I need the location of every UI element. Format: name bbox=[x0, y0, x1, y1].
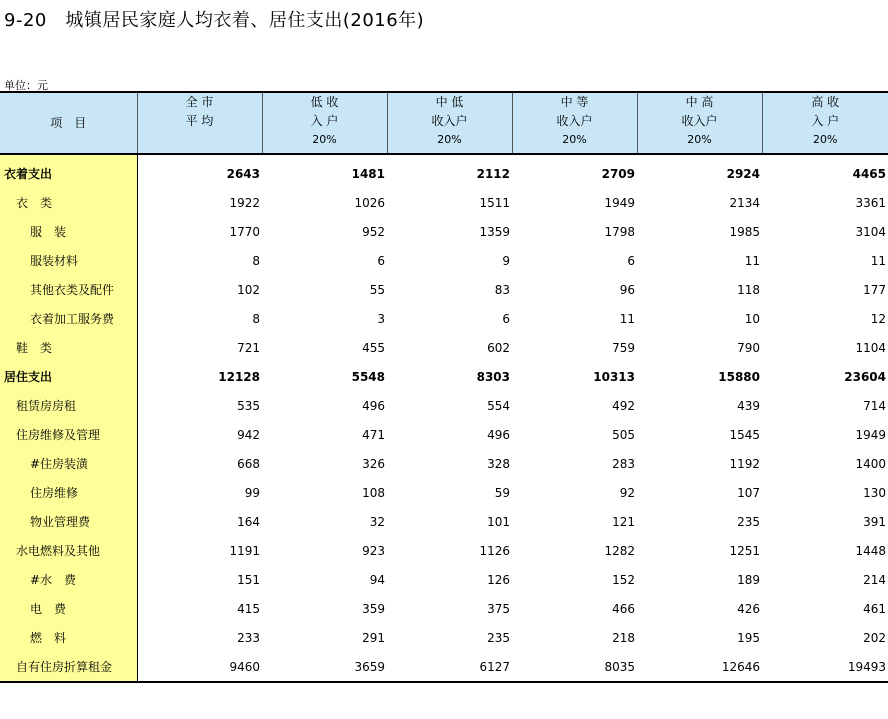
row-label: 衣着加工服务费 bbox=[0, 304, 137, 333]
table-row bbox=[0, 391, 888, 420]
table-cell: 952 bbox=[362, 224, 385, 239]
table-cell: 496 bbox=[487, 427, 510, 442]
table-cell: 164 bbox=[237, 514, 260, 529]
table-cell: 923 bbox=[362, 543, 385, 558]
header-col-all-average: 全 市 平 均 bbox=[137, 92, 262, 154]
table-cell: 2112 bbox=[476, 166, 510, 181]
table-cell: 195 bbox=[737, 630, 760, 645]
table-cell: 326 bbox=[362, 456, 385, 471]
table-cell: 471 bbox=[362, 427, 385, 442]
table-row bbox=[0, 333, 888, 362]
row-label: 服装材料 bbox=[0, 246, 137, 275]
table-row bbox=[0, 420, 888, 449]
table-cell: 9 bbox=[502, 253, 510, 268]
table-cell: 108 bbox=[362, 485, 385, 500]
table-header-row bbox=[0, 92, 888, 154]
row-label: 自有住房折算租金 bbox=[0, 652, 137, 682]
table-cell: 8 bbox=[252, 253, 260, 268]
header-col-upper-middle-income: 中 高 收入户 20% bbox=[637, 92, 762, 154]
table-row bbox=[0, 188, 888, 217]
table-cell: 328 bbox=[487, 456, 510, 471]
table-cell: 1400 bbox=[855, 456, 886, 471]
table-cell: 233 bbox=[237, 630, 260, 645]
table-body bbox=[0, 154, 888, 682]
table-row bbox=[0, 536, 888, 565]
table-cell: 11 bbox=[744, 253, 760, 268]
expenditure-table bbox=[0, 91, 888, 683]
table-row bbox=[0, 154, 888, 188]
row-label: 住房维修及管理 bbox=[0, 420, 137, 449]
table-cell: 1922 bbox=[229, 195, 260, 210]
table-cell: 1949 bbox=[855, 427, 886, 442]
table-cell: 126 bbox=[487, 572, 510, 587]
table-cell: 94 bbox=[369, 572, 385, 587]
table-cell: 6 bbox=[502, 311, 510, 326]
row-label: 衣着支出 bbox=[0, 154, 137, 188]
table-cell: 1191 bbox=[229, 543, 260, 558]
table-cell: 668 bbox=[237, 456, 260, 471]
table-cell: 461 bbox=[863, 601, 886, 616]
table-cell: 1481 bbox=[351, 166, 385, 181]
table-cell: 602 bbox=[487, 340, 510, 355]
table-cell: 235 bbox=[737, 514, 760, 529]
table-cell: 439 bbox=[737, 398, 760, 413]
table-cell: 759 bbox=[612, 340, 635, 355]
row-label: 租赁房房租 bbox=[0, 391, 137, 420]
table-cell: 3659 bbox=[262, 652, 387, 682]
table-cell: 12646 bbox=[637, 652, 762, 682]
table-cell: 101 bbox=[487, 514, 510, 529]
row-label: 居住支出 bbox=[0, 362, 137, 391]
header-col-high-income: 高 收 入 户 20% bbox=[762, 92, 888, 154]
table-row bbox=[0, 507, 888, 536]
table-cell: 32 bbox=[369, 514, 385, 529]
table-cell: 3104 bbox=[855, 224, 886, 239]
table-cell: 1359 bbox=[479, 224, 510, 239]
row-label: 鞋 类 bbox=[0, 333, 137, 362]
table-cell: 2709 bbox=[601, 166, 635, 181]
table-cell: 83 bbox=[494, 282, 510, 297]
table-cell: 375 bbox=[487, 601, 510, 616]
table-cell: 121 bbox=[612, 514, 635, 529]
table-cell: 6 bbox=[627, 253, 635, 268]
table-cell: 11 bbox=[870, 253, 886, 268]
table-row bbox=[0, 652, 888, 682]
table-cell: 92 bbox=[619, 485, 635, 500]
table-cell: 214 bbox=[863, 572, 886, 587]
table-cell: 714 bbox=[863, 398, 886, 413]
table-row bbox=[0, 304, 888, 333]
table-cell: 1192 bbox=[729, 456, 760, 471]
table-cell: 202 bbox=[863, 630, 886, 645]
table-cell: 8035 bbox=[512, 652, 637, 682]
row-label: #住房装潢 bbox=[0, 449, 137, 478]
table-cell: 283 bbox=[612, 456, 635, 471]
table-row bbox=[0, 362, 888, 391]
table-cell: 12 bbox=[870, 311, 886, 326]
row-label: #水 费 bbox=[0, 565, 137, 594]
table-cell: 1511 bbox=[479, 195, 510, 210]
table-cell: 12128 bbox=[218, 369, 260, 384]
table-cell: 492 bbox=[612, 398, 635, 413]
table-cell: 466 bbox=[612, 601, 635, 616]
row-label: 水电燃料及其他 bbox=[0, 536, 137, 565]
table-cell: 1126 bbox=[479, 543, 510, 558]
row-label: 物业管理费 bbox=[0, 507, 137, 536]
header-col-low-income: 低 收 入 户 20% bbox=[262, 92, 387, 154]
table-cell: 11 bbox=[619, 311, 635, 326]
table-cell: 99 bbox=[244, 485, 260, 500]
table-cell: 2134 bbox=[729, 195, 760, 210]
table-row bbox=[0, 565, 888, 594]
table-cell: 415 bbox=[237, 601, 260, 616]
table-row bbox=[0, 594, 888, 623]
table-cell: 235 bbox=[487, 630, 510, 645]
page-title: 9-20 城镇居民家庭人均衣着、居住支出(2016年) bbox=[4, 10, 425, 31]
table-cell: 1026 bbox=[354, 195, 385, 210]
table-cell: 1985 bbox=[729, 224, 760, 239]
table-cell: 391 bbox=[863, 514, 886, 529]
table-cell: 505 bbox=[612, 427, 635, 442]
table-cell: 102 bbox=[237, 282, 260, 297]
table-cell: 6127 bbox=[387, 652, 512, 682]
table-cell: 15880 bbox=[718, 369, 760, 384]
table-cell: 96 bbox=[619, 282, 635, 297]
table-cell: 5548 bbox=[351, 369, 385, 384]
table-cell: 291 bbox=[362, 630, 385, 645]
table-cell: 2924 bbox=[726, 166, 760, 181]
row-label: 其他衣类及配件 bbox=[0, 275, 137, 304]
table-cell: 3361 bbox=[855, 195, 886, 210]
row-label: 住房维修 bbox=[0, 478, 137, 507]
unit-label: 单位：元 bbox=[4, 79, 48, 92]
table-cell: 107 bbox=[737, 485, 760, 500]
table-cell: 23604 bbox=[844, 369, 886, 384]
table-cell: 721 bbox=[237, 340, 260, 355]
table-cell: 942 bbox=[237, 427, 260, 442]
table-cell: 535 bbox=[237, 398, 260, 413]
table-cell: 118 bbox=[737, 282, 760, 297]
table-cell: 4465 bbox=[852, 166, 886, 181]
table-cell: 1949 bbox=[604, 195, 635, 210]
table-cell: 496 bbox=[362, 398, 385, 413]
table-row bbox=[0, 478, 888, 507]
table-cell: 130 bbox=[863, 485, 886, 500]
table-cell: 151 bbox=[237, 572, 260, 587]
table-row bbox=[0, 246, 888, 275]
table-cell: 1545 bbox=[729, 427, 760, 442]
row-label: 电 费 bbox=[0, 594, 137, 623]
table-cell: 790 bbox=[737, 340, 760, 355]
table-cell: 2643 bbox=[226, 166, 260, 181]
row-label: 衣 类 bbox=[0, 188, 137, 217]
table-cell: 8303 bbox=[476, 369, 510, 384]
table-row bbox=[0, 217, 888, 246]
table-cell: 9460 bbox=[137, 652, 262, 682]
table-row bbox=[0, 623, 888, 652]
table-cell: 455 bbox=[362, 340, 385, 355]
table-cell: 8 bbox=[252, 311, 260, 326]
table-cell: 19493 bbox=[762, 652, 888, 682]
table-cell: 359 bbox=[362, 601, 385, 616]
table-cell: 554 bbox=[487, 398, 510, 413]
table-cell: 6 bbox=[377, 253, 385, 268]
header-col-middle-income: 中 等 收入户 20% bbox=[512, 92, 637, 154]
header-item: 项 目 bbox=[0, 92, 137, 154]
table-cell: 1104 bbox=[855, 340, 886, 355]
table-cell: 3 bbox=[377, 311, 385, 326]
row-label: 燃 料 bbox=[0, 623, 137, 652]
table-row bbox=[0, 449, 888, 478]
table-row bbox=[0, 275, 888, 304]
table-cell: 55 bbox=[369, 282, 385, 297]
table-cell: 1282 bbox=[604, 543, 635, 558]
table-cell: 189 bbox=[737, 572, 760, 587]
table-cell: 1251 bbox=[729, 543, 760, 558]
table-cell: 10 bbox=[744, 311, 760, 326]
row-label: 服 装 bbox=[0, 217, 137, 246]
table-cell: 426 bbox=[737, 601, 760, 616]
table-cell: 1798 bbox=[604, 224, 635, 239]
table-cell: 152 bbox=[612, 572, 635, 587]
table-cell: 218 bbox=[612, 630, 635, 645]
table-cell: 177 bbox=[863, 282, 886, 297]
table-cell: 1770 bbox=[229, 224, 260, 239]
table-cell: 1448 bbox=[855, 543, 886, 558]
table-cell: 59 bbox=[494, 485, 510, 500]
header-col-lower-middle-income: 中 低 收入户 20% bbox=[387, 92, 512, 154]
table-cell: 10313 bbox=[593, 369, 635, 384]
